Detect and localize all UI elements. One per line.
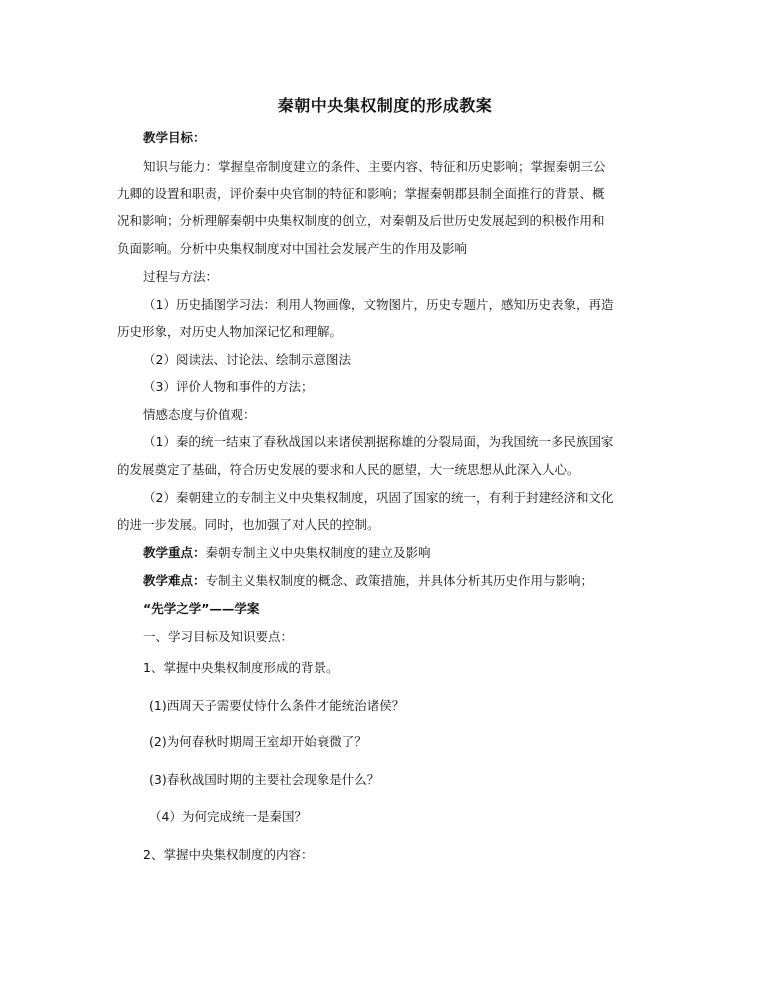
key-point-label: 教学重点： bbox=[143, 545, 206, 560]
knowledge-line-2: 九卿的设置和职责，评价秦中央官制的特征和影响；掌握秦朝郡县制全面推行的背景、概 bbox=[117, 186, 605, 201]
key-point-text: 秦朝专制主义中央集权制度的建立及影响 bbox=[205, 545, 431, 560]
section-1-heading: 一、学习目标及知识要点： bbox=[143, 629, 294, 644]
process-2: （2）阅读法、讨论法、绘制示意图法 bbox=[143, 352, 351, 367]
question-1: (1)西周天子需要仗恃什么条件才能统治诸侯？ bbox=[149, 698, 405, 713]
difficulty-point bbox=[143, 572, 593, 590]
key-point bbox=[143, 544, 431, 562]
item-1: 1、掌握中央集权制度形成的背景。 bbox=[143, 660, 339, 675]
process-1-line-1: （1）历史插图学习法：利用人物画像，文物图片，历史专题片，感知历史表象，再造 bbox=[143, 297, 614, 312]
question-4: （4）为何完成统一是秦国？ bbox=[149, 809, 307, 824]
process-3: （3）评价人物和事件的方法； bbox=[143, 379, 314, 394]
emotion-1-line-1: （1）秦的统一结束了春秋战国以来诸侯割据称雄的分裂局面，为我国统一多民族国家 bbox=[143, 434, 614, 449]
knowledge-line-1: 知识与能力：掌握皇帝制度建立的条件、主要内容、特征和历史影响；掌握秦朝三公 bbox=[143, 159, 606, 174]
emotion-heading: 情感态度与价值观： bbox=[143, 407, 256, 422]
document-title: 秦朝中央集权制度的形成教案 bbox=[277, 96, 493, 115]
difficulty-text: 专制主义集权制度的概念、政策措施，并具体分析其历史作用与影响； bbox=[205, 573, 594, 588]
process-1-line-2: 历史形象，对历史人物加深记忆和理解。 bbox=[117, 324, 343, 339]
item-2: 2、掌握中央集权制度的内容： bbox=[143, 847, 314, 862]
question-2: (2)为何春秋时期周王室却开始衰微了？ bbox=[149, 734, 367, 749]
emotion-2-line-2: 的进一步发展。同时，也加强了对人民的控制。 bbox=[117, 517, 380, 532]
emotion-2-line-1: （2）秦朝建立的专制主义中央集权制度，巩固了国家的统一，有利于封建经济和文化 bbox=[143, 490, 614, 505]
knowledge-line-3: 况和影响；分析理解秦朝中央集权制度的创立，对秦朝及后世历史发展起到的积极作用和 bbox=[117, 213, 605, 228]
goals-heading: 教学目标： bbox=[143, 130, 206, 145]
knowledge-line-4: 负面影响。分析中央集权制度对中国社会发展产生的作用及影响 bbox=[117, 241, 468, 256]
study-heading: “先学之学”——学案 bbox=[143, 601, 260, 616]
question-3: (3)春秋战国时期的主要社会现象是什么？ bbox=[149, 772, 380, 787]
process-heading: 过程与方法： bbox=[143, 269, 219, 284]
difficulty-label: 教学难点： bbox=[143, 573, 206, 588]
emotion-1-line-2: 的发展奠定了基础，符合历史发展的要求和人民的愿望，大一统思想从此深入人心。 bbox=[117, 462, 580, 477]
